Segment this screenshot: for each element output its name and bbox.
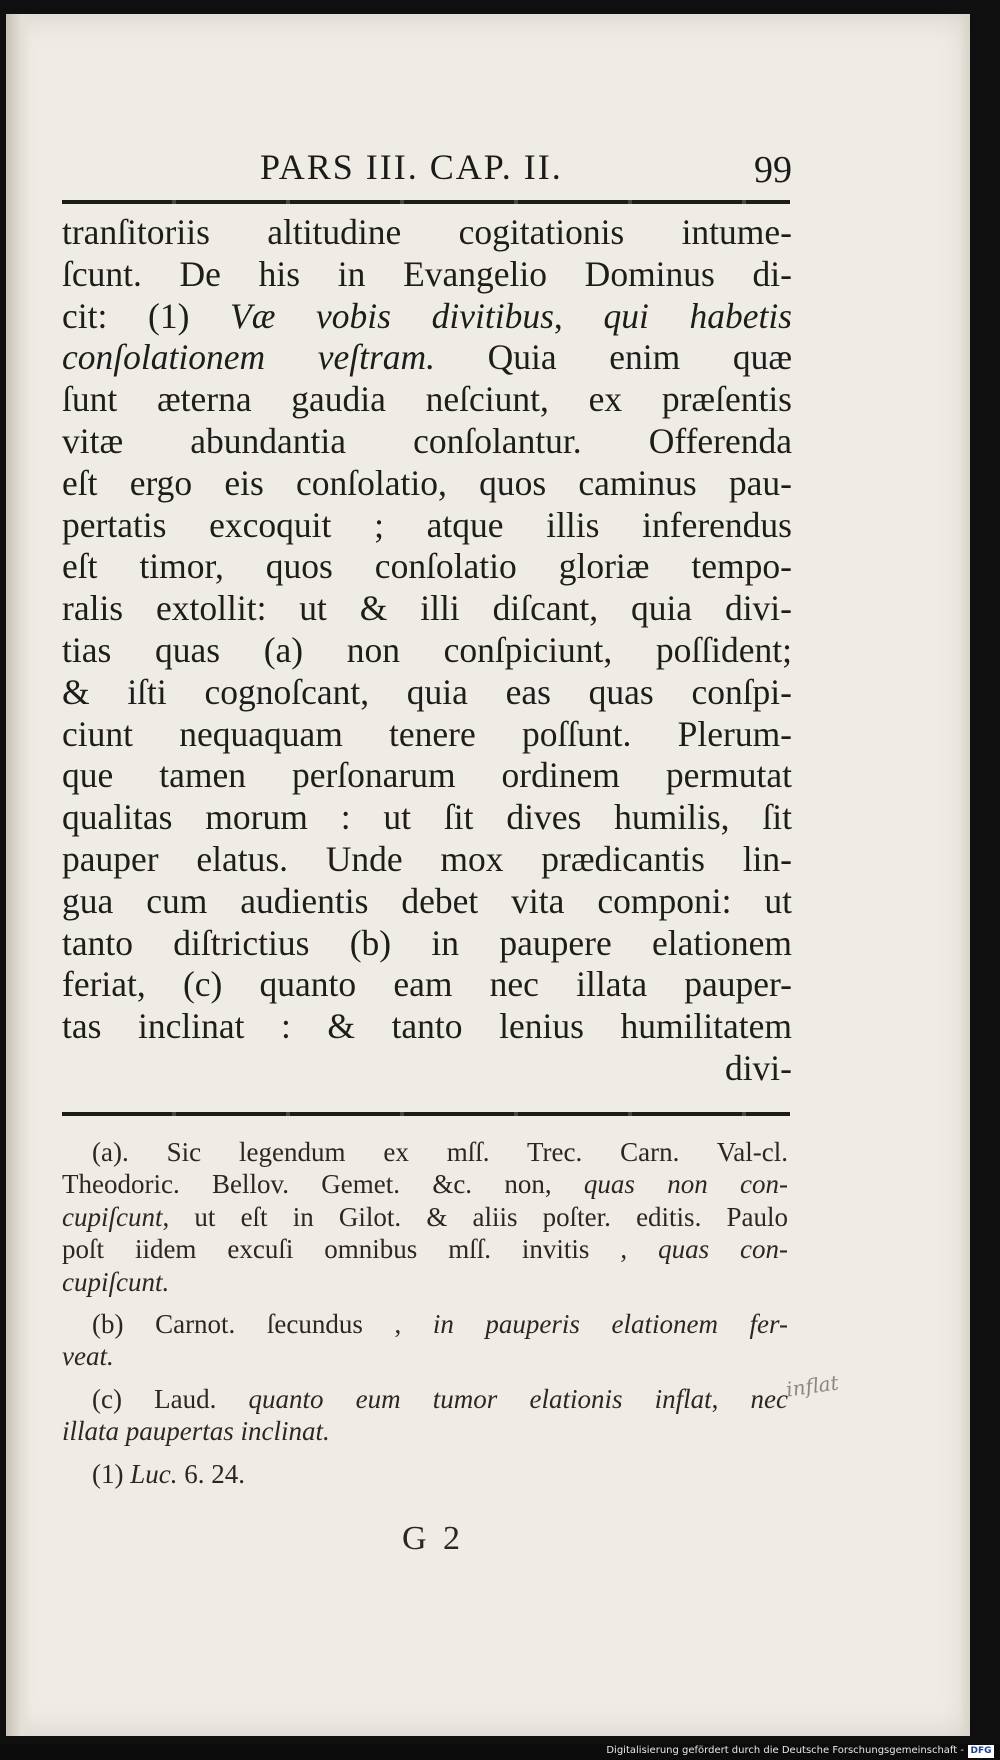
footnote-line [62, 1136, 788, 1168]
footnotes-block [62, 1136, 788, 1500]
text-run: , [553, 295, 604, 336]
body-line [62, 588, 792, 630]
margin-annotation: inflat [784, 1370, 840, 1402]
text-run: ſunt æterna gaudia neſciunt, ex præſentis [62, 379, 792, 420]
italic-text: nec [750, 1383, 789, 1414]
footnote [62, 1136, 788, 1298]
digitization-credit: Digitalisierung gefördert durch die Deutsche Forschungsgemeinschaft - [606, 1745, 964, 1756]
text-run: ralis extollit: ut & illi diſcant, quia divi- [62, 588, 792, 629]
body-line [62, 964, 792, 1006]
body-line [62, 505, 792, 547]
text-run: 6. 24. [177, 1458, 245, 1489]
footnote [62, 1458, 788, 1490]
body-line [62, 379, 792, 421]
body-line [62, 1006, 792, 1048]
footnote-line [62, 1201, 788, 1233]
text-run: (c) Laud. [92, 1383, 249, 1414]
text-run: Theodoric. Bellov. Gemet. &c. non, [62, 1169, 584, 1200]
text-run: feriat, (c) quanto eam nec illata pauper- [62, 964, 792, 1005]
running-header [62, 140, 792, 196]
body-line [62, 797, 792, 839]
footnote-line [62, 1458, 788, 1490]
body-line [62, 714, 792, 756]
text-run: pauper elatus. Unde mox prædicantis lin- [62, 838, 792, 879]
italic-text: Væ vobis divitibus [230, 295, 554, 336]
body-line [62, 881, 792, 923]
text-run: tas inclinat : & tanto lenius humilitatem [62, 1006, 792, 1047]
text-run: tranſitoriis altitudine cogitationis intume- [62, 212, 792, 252]
text-run: (1) [92, 1458, 131, 1489]
header-rule [62, 200, 790, 204]
text-run: , [711, 1383, 751, 1414]
running-title: PARS III. CAP. II. [260, 147, 563, 187]
text-run: poſt iidem excuſi omnibus mſſ. invitis , [62, 1234, 659, 1265]
body-line [62, 421, 792, 463]
footnote [62, 1308, 788, 1373]
body-line [62, 839, 792, 881]
italic-text: quas non con- [583, 1169, 789, 1200]
text-run: que tamen perſonarum ordinem permutat [62, 755, 792, 796]
italic-text: Luc. [130, 1458, 178, 1489]
text-run: tanto diſtrictius (b) in paupere elationem [62, 922, 792, 963]
text-run: , ut eſt in Gilot. & aliis poſter. editis. Paulo [162, 1201, 788, 1232]
page-number: 99 [754, 149, 792, 191]
footnote-line [62, 1383, 788, 1415]
text-run: eſt timor, quos conſolatio gloriæ tempo- [62, 546, 792, 587]
dfg-logo: DFG [968, 1745, 994, 1758]
footnote-line [62, 1415, 788, 1447]
body-line [62, 923, 792, 965]
body-line [62, 212, 792, 254]
body-line [62, 546, 792, 588]
text-run: tias quas (a) non conſpiciunt, poſſident; [62, 629, 792, 670]
footnote-line [62, 1266, 788, 1298]
text-run: & iſti cognoſcant, quia eas quas conſpi- [62, 671, 792, 712]
text-run: (a). Sic legendum ex mſſ. Trec. Carn. Val-cl. [92, 1137, 788, 1167]
body-line [62, 672, 792, 714]
footnote-line [62, 1233, 788, 1265]
text-run: Quia enim quæ [435, 337, 793, 378]
italic-text: cupiſcunt [62, 1201, 163, 1232]
body-line [62, 463, 792, 505]
text-run: ſcunt. De his in Evangelio Dominus di- [62, 253, 792, 294]
italic-text: cupiſcunt. [62, 1266, 170, 1297]
italic-text: conſolationem veſtram. [62, 337, 436, 378]
page-edge-shadow [960, 14, 970, 1736]
body-line [62, 1048, 792, 1090]
italic-text: illata paupertas inclinat. [62, 1416, 330, 1447]
italic-text: veat. [62, 1341, 114, 1372]
text-run: gua cum audientis debet vita componi: ut [62, 880, 792, 921]
text-run: qualitas morum : ut ſit dives humilis, ſit [62, 797, 792, 838]
body-line [62, 755, 792, 797]
text-run: cit: (1) [62, 295, 231, 336]
footnote-line [62, 1340, 788, 1372]
signature-mark: G 2 [402, 1520, 465, 1557]
footnote-line [62, 1168, 788, 1200]
italic-text: quas con- [658, 1234, 788, 1265]
footnote-rule [62, 1112, 790, 1116]
text-run: divi- [724, 1047, 792, 1088]
italic-text: qui habetis [603, 295, 792, 336]
page-gutter-shadow [6, 14, 32, 1736]
footnote-line [62, 1308, 788, 1340]
italic-text: in pauperis elationem fer- [432, 1308, 788, 1339]
body-line [62, 630, 792, 672]
text-run: vitæ abundantia conſolantur. Offerenda [62, 420, 792, 461]
body-line [62, 254, 792, 296]
footnote [62, 1383, 788, 1448]
text-run: ciunt nequaquam tenere poſſunt. Plerum- [62, 713, 792, 754]
main-text-block [62, 212, 792, 1090]
italic-text: quanto eum tumor elationis inflat [248, 1383, 712, 1414]
text-run: pertatis excoquit ; atque illis inferendus [62, 504, 792, 545]
text-run: (b) Carnot. ſecundus , [92, 1308, 433, 1339]
body-line [62, 296, 792, 338]
text-run: eſt ergo eis conſolatio, quos caminus pau- [62, 462, 792, 503]
body-line [62, 337, 792, 379]
